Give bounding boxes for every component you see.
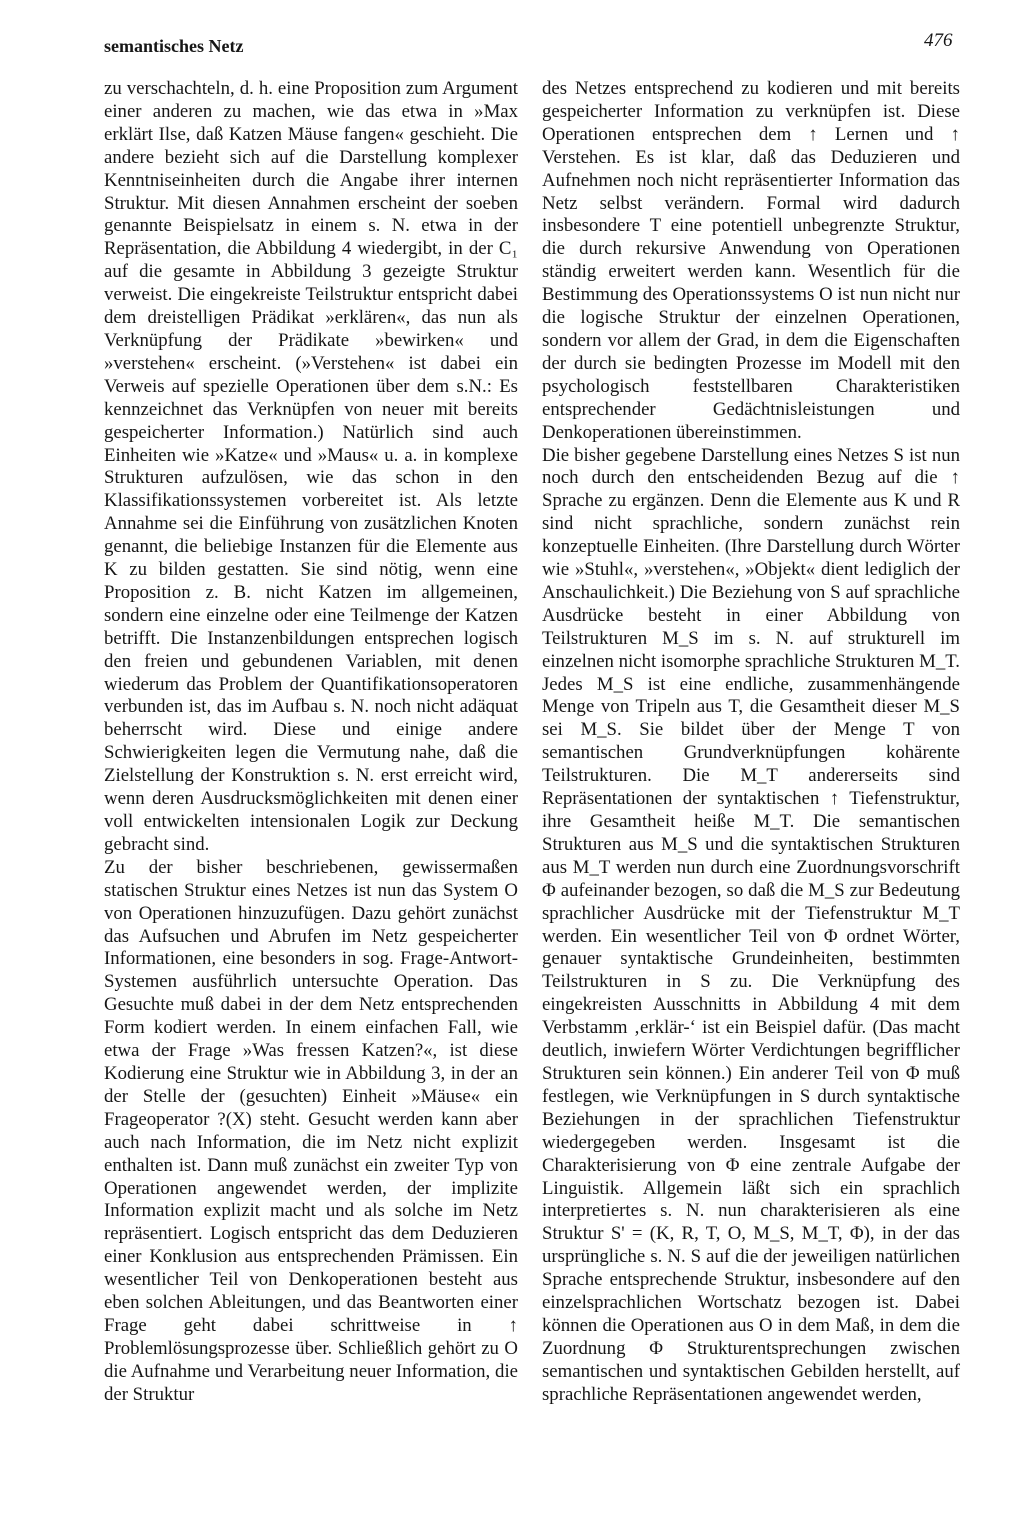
right-column	[542, 78, 960, 1407]
running-head: semantisches Netz	[104, 36, 244, 56]
page-number: 476	[924, 30, 953, 51]
paragraph: zu verschachteln, d. h. eine Proposition zum Argument einer anderen zu machen, wie das etwa in »Max erklärt Ilse, daß Katzen Mäuse fangen« geschieht. Die andere bezieht sich auf die Darstellung komplexer Kenntniseinheiten durch die Angabe ihrer internen Struktur. Mit diesen Annahmen erscheint der soeben genannte Beispielsatz in einem s. N. etwa in der Repräsentation, die Abbildung 4 wiedergibt, in der C₁ auf die gesamte in Abbildung 3 gezeigte Struktur verweist. Die eingekreiste Teilstruktur entspricht dabei dem dreistelligen Prädikat »erklären«, das nun als Verknüpfung der Prädikate »bewirken« und »verstehen« erscheint. (»Verstehen« ist dabei ein Verweis auf spezielle Operationen über dem s.N.: Es kennzeichnet das Verknüpfen von neuer mit bereits gespeicherter Information.) Natürlich sind auch Einheiten wie »Katze« und »Maus« u. a. in komplexe Strukturen aufzulösen, wie das schon in den Klassifikationssystemen vorbereitet ist. Als letzte Annahme sei die Einführung von zusätzlichen Knoten genannt, die beliebige Instanzen für die Elemente aus K zu bilden gestatten. Sie sind nötig, wenn eine Proposition z. B. nicht Katzen im allgemeinen, sondern eine einzelne oder eine Teilmenge der Katzen betrifft. Die Instanzenbildungen entsprechen logisch den freien und gebundenen Variablen, mit denen wiederum das Problem der Quantifikationsoperatoren verbunden ist, das im Aufbau s. N. noch nicht adäquat beherrscht wird. Diese und einige andere Schwierigkeiten legen die Vermutung nahe, daß die Zielstellung der Konstruktion s. N. erst erreicht wird, wenn deren Ausdrucksmöglichkeiten mit denen einer voll entwickelten intensionalen Logik zur Deckung gebracht sind.	[104, 78, 518, 855]
left-column	[104, 78, 518, 1407]
paragraph: des Netzes entsprechend zu kodieren und mit bereits gespeicherter Information zu verknüpfen ist. Diese Operationen entsprechen dem ↑ Lernen und ↑ Verstehen. Es ist klar, daß das Deduzieren und Aufnehmen noch nicht repräsentierter Information das Netz selbst verändern. Formal wird dadurch insbesondere T eine potentiell unbegrenzte Struktur, die durch rekursive Anwendung von Operationen ständig erweitert werden kann. Wesentlich für die Bestimmung des Operationssystems O ist nun nicht nur die logische Struktur der einzelnen Operationen, sondern vor allem der Grad, in dem die Eigenschaften der durch sie bedingten Prozesse im Modell mit den psychologisch feststellbaren Charakteristiken entsprechender Gedächtnisleistungen und Denkoperationen übereinstimmen.	[542, 78, 960, 443]
paragraph: Zu der bisher beschriebenen, gewissermaßen statischen Struktur eines Netzes ist nun das System O von Operationen hinzuzufügen. Dazu gehört zunächst das Aufsuchen und Abrufen im Netz gespeicherter Informationen, eine besonders in sog. Frage-Antwort-Systemen ausführlich untersuchte Operation. Das Gesuchte muß dabei in der dem Netz entsprechenden Form kodiert werden. In einem einfachen Fall, wie etwa der Frage »Was fressen Katzen?«, ist diese Kodierung eine Struktur wie in Abbildung 3, in der an der Stelle der (gesuchten) Einheit »Mäuse« ein Frageoperator ?(X) steht. Gesucht werden kann aber auch nach Information, die im Netz nicht explizit enthalten ist. Dann muß zunächst ein zweiter Typ von Operationen angewendet werden, der implizite Information explizit macht und als solche im Netz repräsentiert. Logisch entspricht das dem Deduzieren einer Konklusion aus entsprechenden Prämissen. Ein wesentlicher Teil von Denkoperationen besteht aus eben solchen Ableitungen, und das Beantworten einer Frage geht dabei schrittweise in ↑ Problemlösungsprozesse über. Schließlich gehört zu O die Aufnahme und Verarbeitung neuer Information, die der Struktur	[104, 856, 518, 1405]
paragraph: Die bisher gegebene Darstellung eines Netzes S ist nun noch durch den entscheidenden Bezug auf die ↑ Sprache zu ergänzen. Denn die Elemente aus K und R sind nicht sprachliche, sondern zunächst rein konzeptuelle Einheiten. (Ihre Darstellung durch Wörter wie »Stuhl«, »verstehen«, »Objekt« dient lediglich der Anschaulichkeit.) Die Beziehung von S auf sprachliche Ausdrücke besteht in einer Abbildung von Teilstrukturen M_S im s. N. auf strukturell im einzelnen nicht isomorphe sprachliche Strukturen M_T. Jedes M_S ist eine endliche, zusammenhängende Menge von Tripeln aus T, die Gesamtheit dieser M_S sei M_S. Sie bildet über der Menge T von semantischen Grundverknüpfungen kohärente Teilstrukturen. Die M_T andererseits sind Repräsentationen der syntaktischen ↑ Tiefenstruktur, ihre Gesamtheit heiße M_T. Die semantischen Strukturen aus M_S und die syntaktischen Strukturen aus M_T werden nun durch eine Zuordnungsvorschrift Φ aufeinander bezogen, so daß die M_S zur Bedeutung sprachlicher Ausdrücke mit der Tiefenstruktur M_T werden. Ein wesentlicher Teil von Φ ordnet Wörter, genauer syntaktische Grundeinheiten, bestimmten Teilstrukturen in S zu. Die Verknüpfung des eingekreisten Ausschnitts in Abbildung 4 mit dem Verbstamm ‚erklär-‘ ist ein Beispiel dafür. (Das macht deutlich, inwiefern Wörter Verdichtungen begrifflicher Strukturen sein können.) Ein anderer Teil von Φ muß festlegen, wie Verknüpfungen in S durch syntaktische Beziehungen in der sprachlichen Tiefenstruktur wiedergegeben werden. Insgesamt ist die Charakterisierung von Φ eine zentrale Aufgabe der Linguistik. Allgemein läßt sich ein sprachlich interpretiertes s. N. nun charakterisieren als eine Struktur S' = (K, R, T, O, M_S, M_T, Φ), in der das ursprüngliche s. N. S auf die der jeweiligen natürlichen Sprache entsprechende Struktur, insbesondere auf den einzelsprachlichen Wortschatz bezogen ist. Dabei können die Operationen aus O in dem Maß, in dem die Zuordnung Φ Strukturentsprechungen zwischen semantischen und syntaktischen Gebilden herstellt, auf sprachliche Repräsentationen angewendet werden,	[542, 444, 960, 1405]
